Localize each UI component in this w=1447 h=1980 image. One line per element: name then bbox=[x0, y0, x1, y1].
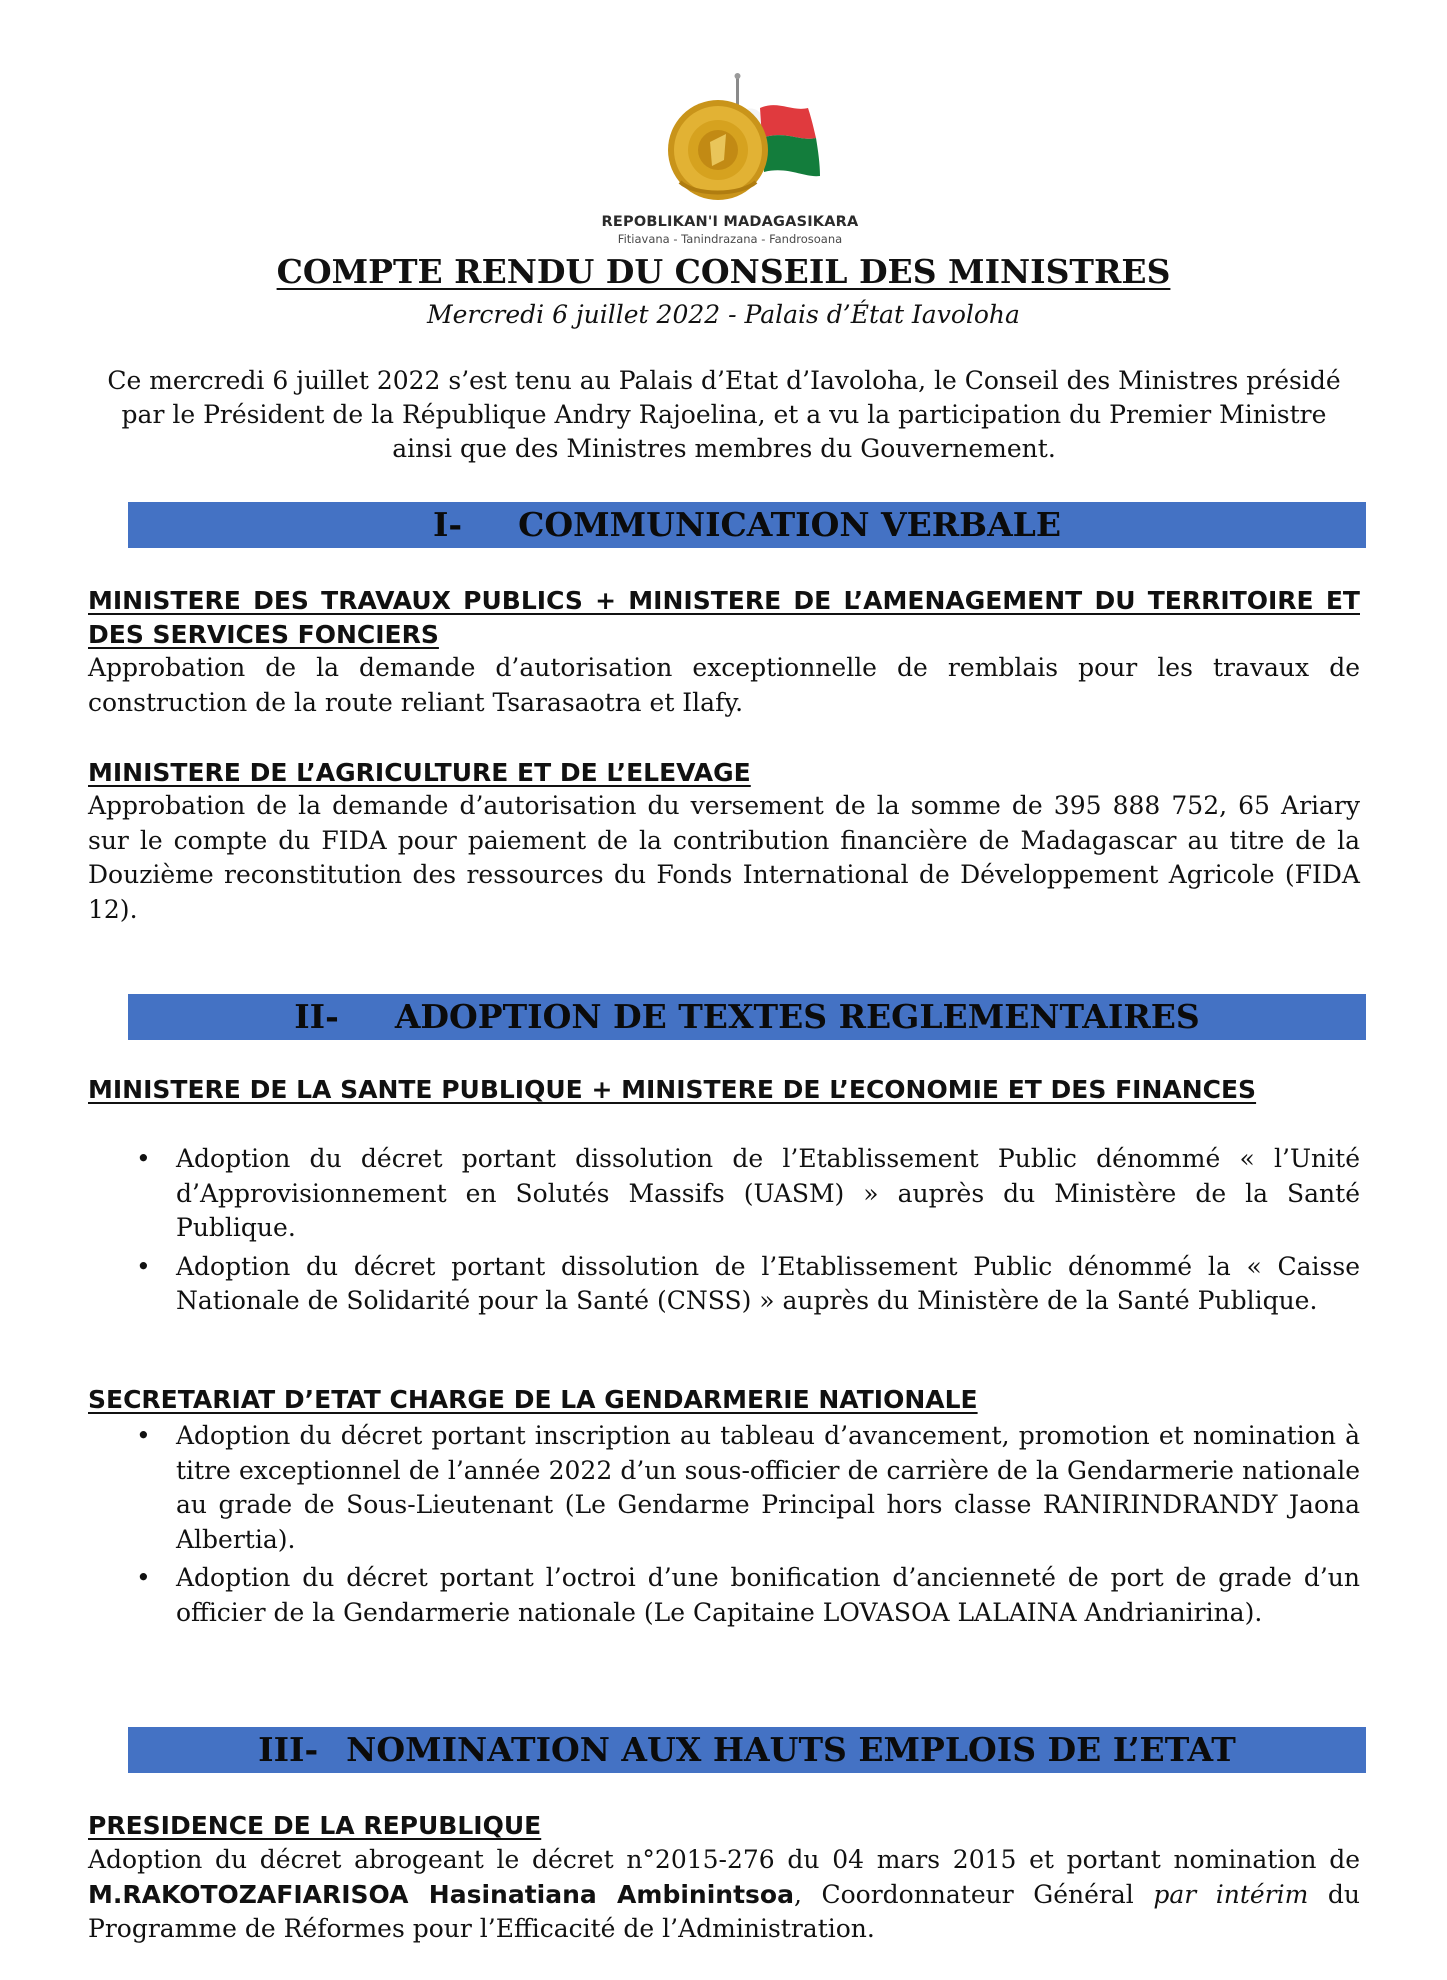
list-item-text: Adoption du décret portant l’octroi d’une bonification d’ancienneté de port de grade d’un officier de la Gendarmerie nationale (Le Capitaine LOVASOA LALAINA Andrianirina). bbox=[176, 1563, 1360, 1627]
section-number: III- bbox=[258, 1730, 319, 1769]
ministry-heading-text: SECRETARIAT D’ETAT CHARGE DE LA GENDARMERIE NATIONALE bbox=[88, 1385, 978, 1414]
item-text: Approbation de la demande d’autorisation du versement de la somme de 395 888 752, 65 Ariary sur le compte du FIDA pour paiement de la contribution financière de Madagascar au titre de la Douzième reconstitution des ressources du Fonds International de Développement Agricole (FIDA 12). bbox=[88, 791, 1360, 924]
section-header-nomination bbox=[128, 1727, 1366, 1773]
ministry-heading-text: MINISTERE DE L’AGRICULTURE ET DE L’ELEVAGE bbox=[88, 758, 751, 787]
bullet-icon: • bbox=[136, 1421, 151, 1450]
bullet-icon: • bbox=[136, 1144, 151, 1173]
item-text-italic: par intérim bbox=[1153, 1879, 1309, 1909]
document-subtitle: Mercredi 6 juillet 2022 - Palais d’État Iavoloha bbox=[427, 300, 1020, 329]
intro-paragraph: Ce mercredi 6 juillet 2022 s’est tenu au Palais d’Etat d’Iavoloha, le Conseil des Ministres présidé par le Président de la République Andry Rajoelina, et a vu la participation du Premier Ministre ainsi que des Ministres membres du Gouvernement. bbox=[107, 366, 1341, 463]
ministry-heading bbox=[88, 1809, 1360, 1843]
section-number: I- bbox=[432, 505, 463, 544]
appointee-name: M.RAKOTOZAFIARISOA Hasinatiana Ambinintsoa bbox=[88, 1879, 794, 1909]
bullet-icon: • bbox=[136, 1563, 151, 1592]
list-item-text: Adoption du décret portant dissolution de l’Etablissement Public dénommé « l’Unité d’Approvisionnement en Solutés Massifs (UASM) » auprès du Ministère de la Santé Publique. bbox=[176, 1144, 1360, 1242]
madagascar-seal-flag-icon bbox=[640, 72, 820, 212]
decree-list bbox=[88, 1142, 1360, 1323]
bullet-icon: • bbox=[136, 1251, 151, 1281]
logo-title: REPOBLIKAN'I MADAGASIKARA bbox=[601, 214, 859, 230]
ministry-heading-text: MINISTERE DE LA SANTE PUBLIQUE + MINISTERE DE L’ECONOMIE ET DES FINANCES bbox=[88, 1075, 1257, 1104]
republic-logo bbox=[580, 72, 880, 250]
ministry-heading bbox=[88, 1073, 1288, 1107]
section-header-adoption bbox=[128, 994, 1366, 1040]
item-text: Approbation de la demande d’autorisation exceptionnelle de remblais pour les travaux de construction de la route reliant Tsarasaotra et Ilafy. bbox=[88, 653, 1360, 717]
document-title: COMPTE RENDU DU CONSEIL DES MINISTRES bbox=[276, 252, 1171, 291]
section-title: COMMUNICATION VERBALE bbox=[518, 505, 1062, 544]
section-title: ADOPTION DE TEXTES REGLEMENTAIRES bbox=[394, 997, 1200, 1036]
decree-list bbox=[88, 1419, 1360, 1634]
list-item bbox=[88, 1142, 1360, 1246]
section-number: II- bbox=[294, 997, 339, 1036]
item-text-part: Adoption du décret abrogeant le décret n°2015-276 du 04 mars 2015 et portant nomination de bbox=[88, 1845, 1360, 1874]
ministry-heading bbox=[88, 756, 1360, 790]
item-text bbox=[88, 1843, 1360, 1947]
section-title: NOMINATION AUX HAUTS EMPLOIS DE L’ETAT bbox=[346, 1730, 1236, 1769]
list-item-text: Adoption du décret portant dissolution de l’Etablissement Public dénommé la « Caisse Nationale de Solidarité pour la Santé (CNSS) » auprès du Ministère de la Santé Publique. bbox=[176, 1251, 1360, 1315]
ministry-heading-text: PRESIDENCE DE LA REPUBLIQUE bbox=[88, 1811, 542, 1840]
logo-motto: Fitiavana - Tanindrazana - Fandrosoana bbox=[617, 232, 843, 246]
list-item bbox=[88, 1419, 1360, 1557]
ministry-heading bbox=[88, 584, 1360, 652]
list-item bbox=[88, 1250, 1360, 1319]
section-header-communication bbox=[128, 502, 1366, 548]
item-text-part: , Coordonnateur Général bbox=[793, 1879, 1154, 1909]
list-item-text: Adoption du décret portant inscription au tableau d’avancement, promotion et nomination à titre exceptionnel de l’année 2022 d’un sous-officier de carrière de la Gendarmerie nationale au grade de Sous-Lieutenant (Le Gendarme Principal hors classe RANIRINDRANDY Jaona Albertia). bbox=[176, 1421, 1360, 1554]
ministry-heading-text: MINISTERE DES TRAVAUX PUBLICS + MINISTERE DE L’AMENAGEMENT DU TERRITOIRE ET DES SERVICES FONCIERS bbox=[88, 586, 1360, 649]
ministry-heading bbox=[88, 1383, 1360, 1417]
list-item bbox=[88, 1561, 1360, 1630]
item-text-part: du Programme de Réformes pour l’Efficacité de l’Administration. bbox=[88, 1879, 1360, 1943]
